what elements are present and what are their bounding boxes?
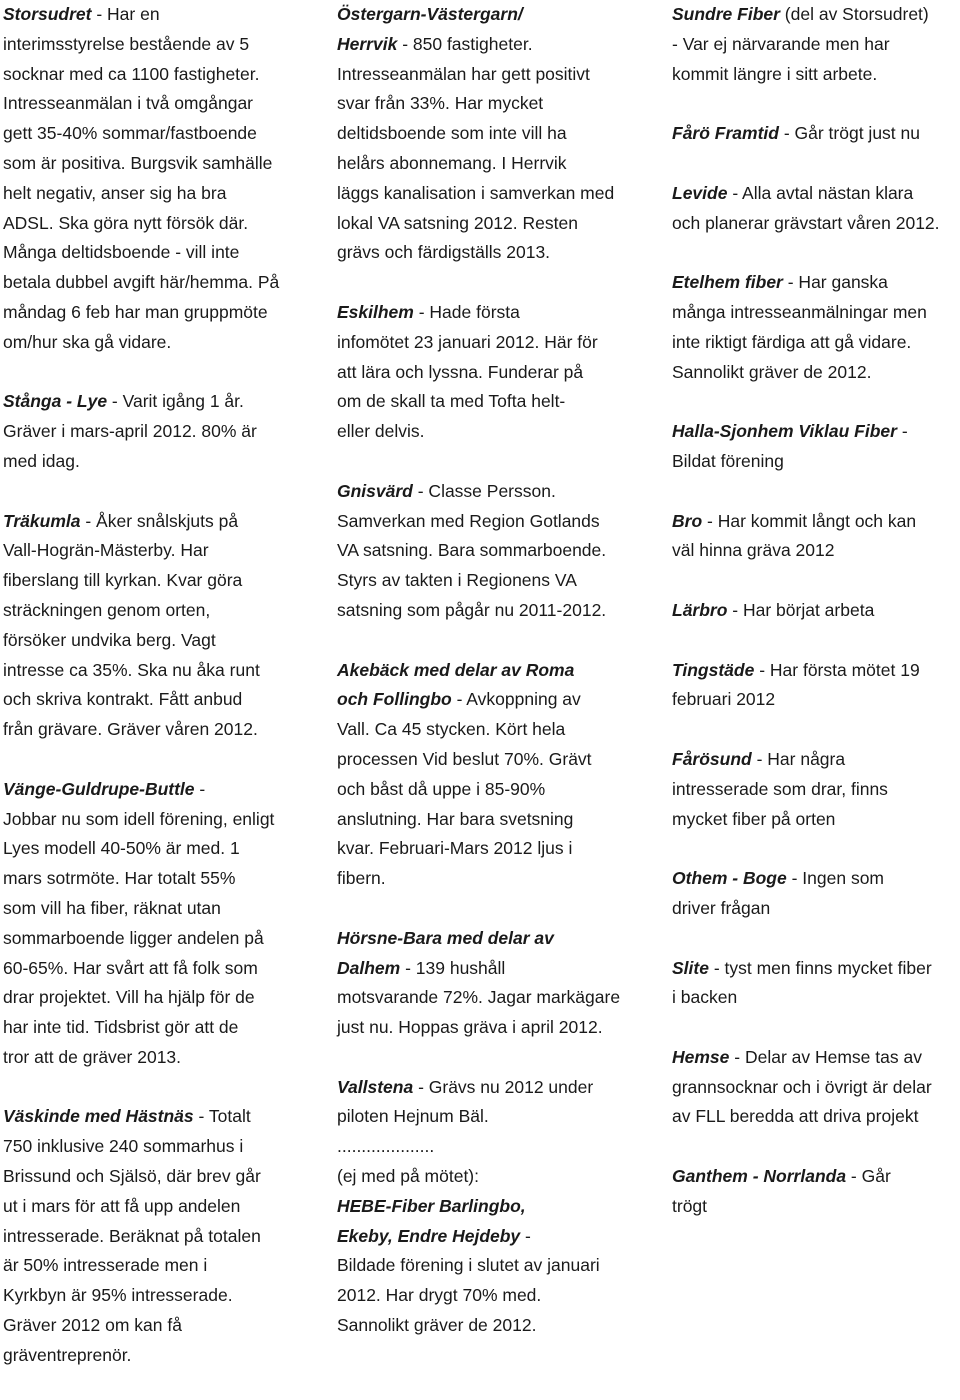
text-line — [672, 894, 960, 924]
text-line — [672, 536, 960, 566]
entry-name: och Follingbo — [337, 689, 452, 710]
entry-name: Dalhem — [337, 957, 401, 978]
entry-text: läggs kanalisation i samverkan med — [337, 182, 615, 203]
entry-name: Ekeby, Endre Hejdeby — [337, 1225, 521, 1246]
entry-text: just nu. Hoppas gräva i april 2012. — [337, 1017, 603, 1038]
text-line — [337, 30, 647, 60]
entry-name: Fårösund — [672, 748, 752, 769]
report-entry — [672, 0, 960, 89]
text-line — [672, 179, 960, 209]
text-line — [3, 1132, 303, 1162]
entry-text: socknar med ca 1100 fastigheter. — [3, 63, 260, 84]
entry-name: Ganthem - Norrlanda — [672, 1166, 847, 1187]
text-line — [337, 805, 647, 835]
text-line — [672, 685, 960, 715]
entry-text: - — [896, 421, 908, 442]
text-line — [672, 328, 960, 358]
text-line — [3, 1102, 303, 1132]
text-line — [672, 1162, 960, 1192]
text-line — [337, 596, 647, 626]
text-line — [3, 89, 303, 119]
entry-text: sommarboende ligger andelen på — [3, 927, 264, 948]
entry-text: - Avkoppning av — [451, 689, 581, 710]
entry-text: och skriva kontrakt. Fått anbud — [3, 689, 243, 710]
text-line — [3, 149, 303, 179]
text-line — [3, 298, 303, 328]
entry-text: ut i mars för att få upp andelen — [3, 1195, 241, 1216]
text-line — [337, 775, 647, 805]
text-line — [3, 834, 303, 864]
entry-text: februari 2012 — [672, 689, 776, 710]
entry-text: Styrs av takten i Regionens VA — [337, 570, 577, 591]
entry-text: Bildade förening i slutet av januari — [337, 1255, 600, 1276]
text-line — [3, 715, 303, 745]
text-line — [672, 417, 960, 447]
entry-name: Etelhem fiber — [672, 272, 783, 293]
entry-text: - Har några — [751, 748, 846, 769]
text-line — [672, 775, 960, 805]
entry-text: - Ingen som — [786, 868, 885, 889]
report-entry — [3, 387, 303, 476]
entry-text: - Totalt — [193, 1106, 251, 1127]
entry-text: Gräver i mars-april 2012. 80% är — [3, 421, 257, 442]
report-entry — [3, 0, 303, 358]
text-line — [337, 536, 647, 566]
text-line — [337, 924, 647, 954]
entry-text: 2012. Har drygt 70% med. — [337, 1285, 542, 1306]
text-line — [337, 685, 647, 715]
text-line — [337, 328, 647, 358]
text-line — [337, 119, 647, 149]
text-line — [337, 60, 647, 90]
text-line — [337, 358, 647, 388]
entry-text: väl hinna gräva 2012 — [672, 540, 835, 561]
text-line — [3, 805, 303, 835]
text-line — [337, 983, 647, 1013]
text-line — [3, 238, 303, 268]
report-entry — [3, 507, 303, 745]
text-line — [672, 30, 960, 60]
entry-text: helårs abonnemang. I Herrvik — [337, 152, 567, 173]
entry-text: (ej med på mötet): — [337, 1166, 479, 1187]
entry-text: Brissund och Själsö, där brev går — [3, 1166, 261, 1187]
text-line — [672, 656, 960, 686]
text-line — [337, 954, 647, 984]
entry-text: - Hade första — [413, 301, 520, 322]
text-line — [337, 834, 647, 864]
text-line — [3, 566, 303, 596]
text-line — [337, 507, 647, 537]
report-entry — [672, 1043, 960, 1132]
entry-text: har inte tid. Tidsbrist gör att de — [3, 1017, 239, 1038]
text-line — [337, 656, 647, 686]
report-entry — [672, 656, 960, 716]
text-line — [3, 417, 303, 447]
entry-text: Samverkan med Region Gotlands — [337, 510, 600, 531]
entry-text: måndag 6 feb har man gruppmöte — [3, 301, 268, 322]
text-line — [3, 1281, 303, 1311]
entry-name: Gnisvärd — [337, 480, 413, 501]
entry-text: av FLL beredda att driva projekt — [672, 1106, 919, 1127]
entry-text: Många deltidsboende - vill inte — [3, 242, 240, 263]
entry-text: - Var ej närvarande men har — [672, 33, 890, 54]
entry-name: Othem - Boge — [672, 868, 787, 889]
report-entry — [337, 1073, 647, 1341]
report-entry — [672, 119, 960, 149]
text-line — [672, 864, 960, 894]
column-middle — [337, 0, 647, 1371]
entry-name: Hörsne-Bara med delar av — [337, 927, 554, 948]
text-line — [3, 0, 303, 30]
text-line — [3, 1192, 303, 1222]
column-left — [3, 0, 303, 1400]
text-line — [337, 1073, 647, 1103]
text-line — [672, 745, 960, 775]
entry-name: Tingstäde — [672, 659, 755, 680]
entry-text: (del av Storsudret) — [779, 4, 929, 24]
entry-text: Sannolikt gräver de 2012. — [672, 361, 872, 382]
text-line — [672, 1043, 960, 1073]
entry-name: Slite — [672, 957, 709, 978]
text-line — [672, 358, 960, 388]
entry-text: intresserade som drar, finns — [672, 778, 888, 799]
text-line — [337, 1192, 647, 1222]
entry-name: Akebäck med delar av Roma — [337, 659, 575, 680]
text-line — [337, 149, 647, 179]
text-line — [3, 1043, 303, 1073]
report-entry — [337, 298, 647, 447]
entry-text: lokal VA satsning 2012. Resten — [337, 212, 578, 233]
entry-name: Väskinde med Hästnäs — [3, 1106, 194, 1127]
entry-text: och båst då uppe i 85-90% — [337, 778, 546, 799]
entry-text: Vall-Hogrän-Mästerby. Har — [3, 540, 209, 561]
entry-name: HEBE-Fiber Barlingbo, — [337, 1195, 526, 1216]
entry-text: 60-65%. Har svårt att få folk som — [3, 957, 258, 978]
text-line — [672, 119, 960, 149]
entry-text: - Går trögt just nu — [778, 123, 920, 144]
entry-text: om/hur ska gå vidare. — [3, 331, 172, 352]
text-line — [337, 298, 647, 328]
text-line — [672, 1102, 960, 1132]
entry-name: Fårö Framtid — [672, 123, 779, 144]
entry-text: Bildat förening — [672, 450, 784, 471]
column-right — [672, 0, 960, 1251]
entry-text: försöker undvika berg. Vagt — [3, 629, 216, 650]
entry-text: många intresseanmälningar men — [672, 301, 927, 322]
text-line — [3, 1013, 303, 1043]
entry-text: infomötet 23 januari 2012. Här för — [337, 331, 598, 352]
entry-text: är 50% intresserade men i — [3, 1255, 208, 1276]
entry-text: mars sotrmöte. Har totalt 55% — [3, 868, 236, 889]
report-entry — [672, 864, 960, 924]
entry-text: - Grävs nu 2012 under — [413, 1076, 594, 1097]
text-line — [337, 1251, 647, 1281]
text-line — [337, 1311, 647, 1341]
text-line — [672, 60, 960, 90]
entry-text: - Har kommit långt och kan — [702, 510, 917, 531]
entry-text: med idag. — [3, 450, 80, 471]
entry-name: Storsudret — [3, 4, 92, 24]
text-line — [3, 924, 303, 954]
text-line — [3, 209, 303, 239]
text-line — [672, 447, 960, 477]
entry-text: Kyrkbyn är 95% intresserade. — [3, 1285, 233, 1306]
report-entry — [672, 954, 960, 1014]
entry-text: - Går — [846, 1166, 891, 1187]
entry-text: - Har en — [91, 4, 160, 24]
entry-text: - Classe Persson. — [412, 480, 556, 501]
entry-text: tror att de gräver 2013. — [3, 1046, 182, 1067]
entry-text: Gräver 2012 om kan få — [3, 1315, 182, 1336]
report-entry — [672, 1162, 960, 1222]
entry-text: .................... — [337, 1136, 435, 1157]
entry-text: - Har första mötet 19 — [754, 659, 920, 680]
entry-text: Lyes modell 40-50% är med. 1 — [3, 838, 240, 859]
entry-text: 750 inklusive 240 sommarhus i — [3, 1136, 244, 1157]
report-entry — [672, 268, 960, 387]
entry-text: i backen — [672, 987, 738, 1008]
entry-text: VA satsning. Bara sommarboende. — [337, 540, 607, 561]
report-entry — [672, 745, 960, 834]
entry-text: mycket fiber på orten — [672, 808, 836, 829]
entry-text: eller delvis. — [337, 421, 425, 442]
entry-text: grävs och färdigställs 2013. — [337, 242, 551, 263]
entry-text: från grävare. Gräver våren 2012. — [3, 719, 258, 740]
entry-text: processen Vid beslut 70%. Grävt — [337, 748, 592, 769]
entry-text: intresserade. Beräknat på totalen — [3, 1225, 261, 1246]
text-line — [337, 477, 647, 507]
text-line — [672, 805, 960, 835]
entry-text: trögt — [672, 1195, 708, 1216]
report-entry — [672, 596, 960, 626]
text-line — [3, 387, 303, 417]
text-line — [672, 983, 960, 1013]
entry-text: drar projektet. Vill ha hjälp för de — [3, 987, 255, 1008]
entry-text: - 139 hushåll — [400, 957, 506, 978]
entry-text: kommit längre i sitt arbete. — [672, 63, 878, 84]
entry-text: - — [194, 778, 206, 799]
text-line — [3, 328, 303, 358]
entry-text: kvar. Februari-Mars 2012 ljus i — [337, 838, 573, 859]
text-line — [672, 209, 960, 239]
text-line — [3, 983, 303, 1013]
report-entry — [672, 417, 960, 477]
entry-text: grannsocknar och i övrigt är delar — [672, 1076, 932, 1097]
text-line — [672, 1192, 960, 1222]
text-line — [3, 536, 303, 566]
text-line — [3, 1311, 303, 1341]
entry-text: som vill ha fiber, räknat utan — [3, 897, 221, 918]
entry-text: - Har börjat arbeta — [727, 599, 875, 620]
text-line — [672, 954, 960, 984]
text-line — [337, 864, 647, 894]
entry-text: gräventreprenör. — [3, 1344, 132, 1365]
report-entry — [337, 0, 647, 268]
entry-text: - Delar av Hemse tas av — [729, 1046, 922, 1067]
entry-name: Halla-Sjonhem Viklau Fiber — [672, 421, 897, 442]
entry-text: Vall. Ca 45 stycken. Kört hela — [337, 719, 566, 740]
entry-text: betala dubbel avgift här/hemma. På — [3, 272, 280, 293]
text-line — [672, 596, 960, 626]
entry-text: driver frågan — [672, 897, 771, 918]
entry-text: helt negativ, anser sig ha bra — [3, 182, 227, 203]
text-line — [337, 0, 647, 30]
text-line — [337, 1102, 647, 1132]
text-line — [337, 179, 647, 209]
report-entry — [337, 477, 647, 626]
text-line — [3, 1162, 303, 1192]
entry-text: - — [520, 1225, 531, 1246]
text-line — [3, 864, 303, 894]
entry-text: Jobbar nu som idell förening, enligt — [3, 808, 275, 829]
text-line — [672, 507, 960, 537]
entry-name: Vänge-Guldrupe-Buttle — [3, 778, 195, 799]
text-line — [3, 119, 303, 149]
text-line — [337, 238, 647, 268]
entry-name: Herrvik — [337, 33, 398, 54]
text-line — [337, 1013, 647, 1043]
text-line — [3, 507, 303, 537]
entry-text: sträckningen genom orten, — [3, 599, 211, 620]
text-line — [3, 1341, 303, 1371]
entry-text: och planerar grävstart våren 2012. — [672, 212, 940, 233]
text-line — [337, 89, 647, 119]
entry-text: - Har ganska — [782, 272, 888, 293]
entry-text: anslutning. Har bara svetsning — [337, 808, 574, 829]
entry-text: satsning som pågår nu 2011-2012. — [337, 599, 607, 620]
text-line — [337, 715, 647, 745]
entry-text: fibern. — [337, 868, 386, 889]
report-entry — [337, 924, 647, 1043]
entry-name: Östergarn-Västergarn/ — [337, 4, 523, 24]
text-line — [3, 268, 303, 298]
entry-name: Lärbro — [672, 599, 728, 620]
text-line — [672, 268, 960, 298]
text-line — [3, 1222, 303, 1252]
entry-text: interimsstyrelse bestående av 5 — [3, 33, 250, 54]
report-entry — [3, 775, 303, 1073]
entry-text: Sannolikt gräver de 2012. — [337, 1315, 537, 1336]
text-line — [3, 179, 303, 209]
entry-text: - Alla avtal nästan klara — [727, 182, 914, 203]
entry-text: - tyst men finns mycket fiber — [708, 957, 932, 978]
entry-text: - Varit igång 1 år. — [107, 391, 244, 412]
text-line — [3, 1251, 303, 1281]
text-line — [337, 745, 647, 775]
text-line — [3, 60, 303, 90]
report-entry — [672, 507, 960, 567]
entry-text: - 850 fastigheter. — [397, 33, 533, 54]
text-line — [337, 566, 647, 596]
text-line — [3, 954, 303, 984]
text-line — [672, 1073, 960, 1103]
text-line — [337, 1222, 647, 1252]
entry-name: Bro — [672, 510, 703, 531]
text-line — [3, 447, 303, 477]
text-line — [3, 596, 303, 626]
entry-text: intresse ca 35%. Ska nu åka runt — [3, 659, 260, 680]
text-line — [337, 1162, 647, 1192]
entry-text: om de skall ta med Tofta helt- — [337, 391, 566, 412]
text-line — [3, 685, 303, 715]
text-line — [337, 1281, 647, 1311]
entry-text: ADSL. Ska göra nytt försök där. — [3, 212, 249, 233]
report-entry — [3, 1102, 303, 1370]
entry-text: - Åker snålskjuts på — [80, 510, 239, 531]
text-line — [3, 894, 303, 924]
text-line — [3, 656, 303, 686]
text-line — [3, 30, 303, 60]
entry-name: Stånga - Lye — [3, 391, 108, 412]
entry-name: Vallstena — [337, 1076, 414, 1097]
entry-text: Intresseanmälan i två omgångar — [3, 93, 253, 114]
entry-name: Levide — [672, 182, 728, 203]
entry-name: Träkumla — [3, 510, 81, 531]
text-line — [672, 0, 960, 30]
entry-name: Hemse — [672, 1046, 730, 1067]
entry-text: deltidsboende som inte vill ha — [337, 123, 567, 144]
entry-text: motsvarande 72%. Jagar markägare — [337, 987, 621, 1008]
entry-text: inte riktigt färdiga att gå vidare. — [672, 331, 912, 352]
entry-text: svar från 33%. Har mycket — [337, 93, 544, 114]
entry-text: piloten Hejnum Bäl. — [337, 1106, 489, 1127]
entry-text: som är positiva. Burgsvik samhälle — [3, 152, 273, 173]
text-line — [337, 417, 647, 447]
report-entry — [337, 656, 647, 894]
text-line — [672, 298, 960, 328]
entry-text: att lära och lyssna. Funderar på — [337, 361, 584, 382]
text-line — [3, 775, 303, 805]
entry-name: Eskilhem — [337, 301, 414, 322]
entry-text: fiberslang till kyrkan. Kvar göra — [3, 570, 243, 591]
entry-text: Intresseanmälan har gett positivt — [337, 63, 590, 84]
report-entry — [672, 179, 960, 239]
entry-text: gett 35-40% sommar/fastboende — [3, 123, 257, 144]
text-line — [337, 1132, 647, 1162]
entry-name: Sundre Fiber — [672, 4, 780, 24]
text-line — [337, 387, 647, 417]
text-line — [3, 626, 303, 656]
text-line — [337, 209, 647, 239]
